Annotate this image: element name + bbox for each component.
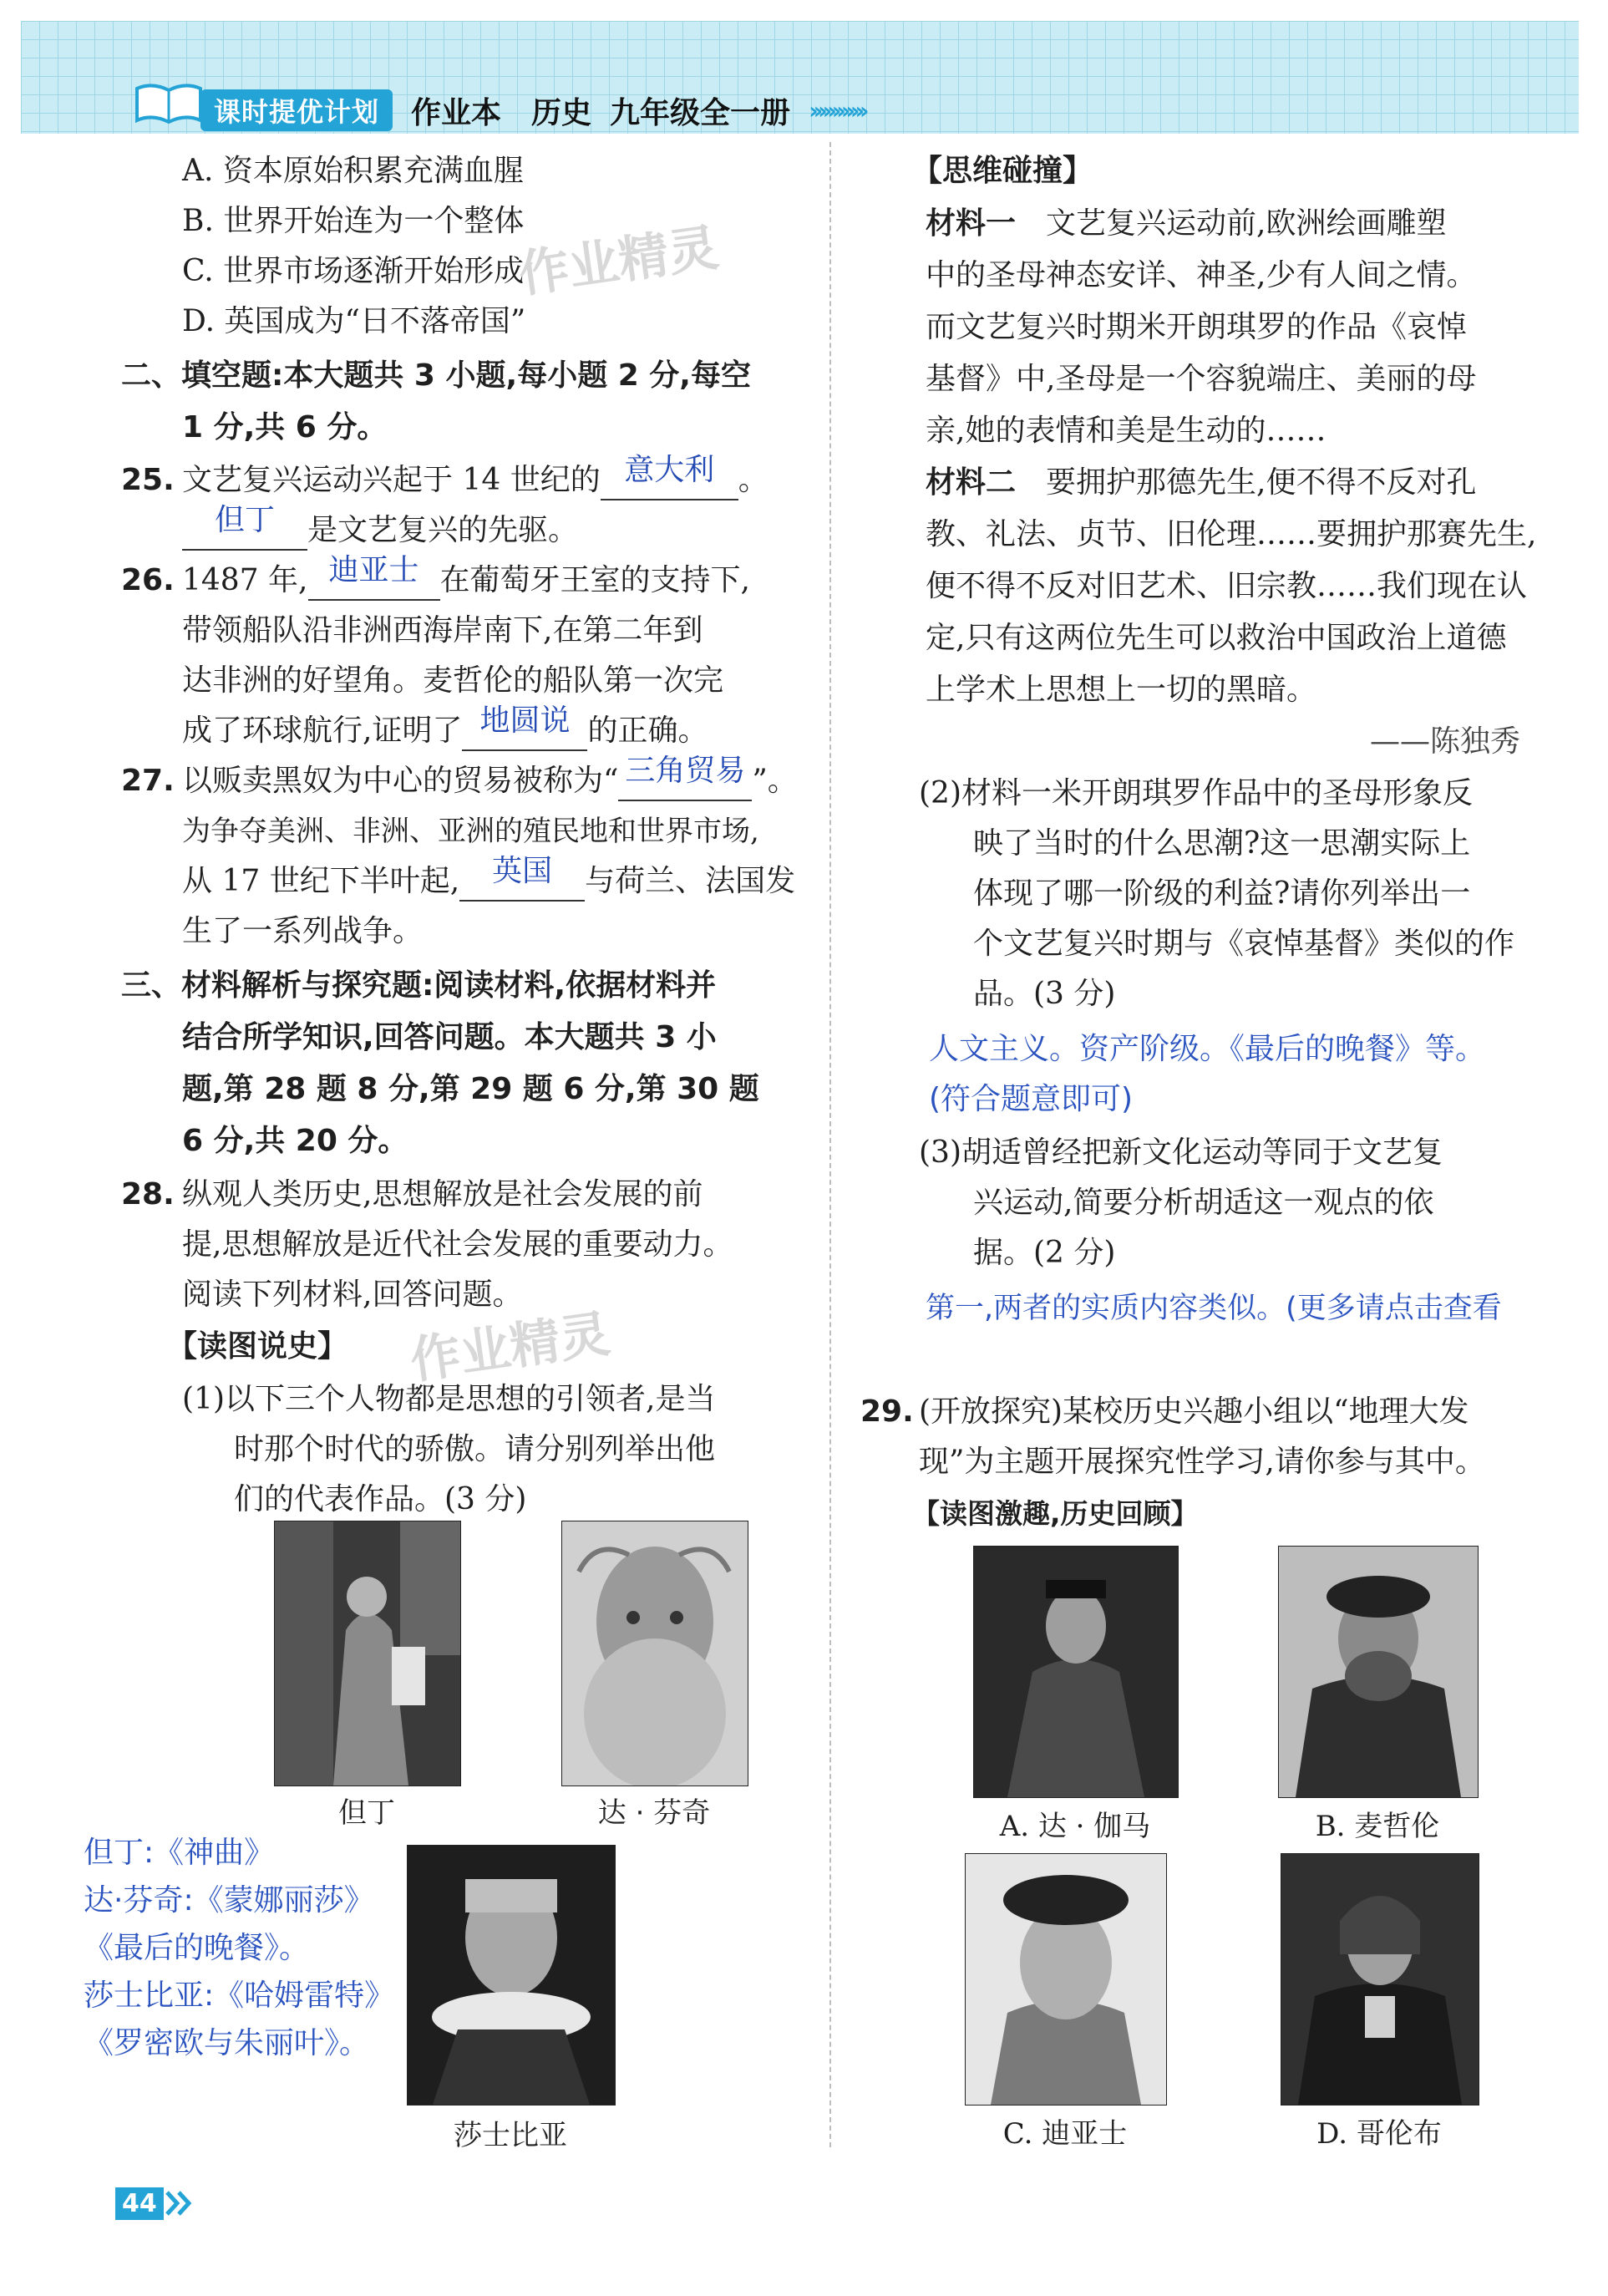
book-label: 作业本 <box>411 95 502 130</box>
q27-text-3: 从 17 世纪下半叶起, <box>182 864 460 898</box>
watermark: 作业精灵 <box>406 1304 614 1391</box>
q28-q1-line3: 们的代表作品。(3 分) <box>234 1482 527 1516</box>
q25-answer: 意大利 <box>624 453 715 487</box>
q26-answer-2: 地圆说 <box>479 704 571 738</box>
question-number: 28. <box>121 1177 175 1211</box>
header-title <box>125 90 865 130</box>
right-subtitle: 【思维碰撞】 <box>912 154 1093 188</box>
q27-answer-2: 英国 <box>492 854 553 888</box>
grade-label: 九年级全一册 <box>610 95 791 130</box>
q28-answer-3: 《最后的晚餐》。 <box>84 1931 310 1965</box>
q27-end: ”。 <box>752 764 798 798</box>
material2-line2: 教、礼法、贞节、旧伦理……要拥护那赛先生, <box>926 517 1537 551</box>
q3-line2: 兴运动,简要分析胡适这一观点的依 <box>973 1186 1434 1220</box>
question-number: 26. <box>121 563 175 597</box>
subject-label: 历史 <box>531 95 592 130</box>
q27-text: 以贩卖黑奴为中心的贸易被称为“ <box>182 764 619 798</box>
question-number: 29. <box>860 1394 914 1429</box>
q25-text: 文艺复兴运动兴起于 14 世纪的 <box>182 463 601 497</box>
material2-label: 材料二 <box>926 465 1017 500</box>
material2-line3: 便不得不反对旧艺术、旧宗教……我们现在认 <box>926 569 1528 603</box>
material2-line5: 上学术上思想上一切的黑暗。 <box>926 673 1317 707</box>
q26-line4 <box>182 706 708 756</box>
columbus-portrait-image <box>1281 1853 1479 2106</box>
option-c: C. 世界市场逐渐开始形成 <box>182 254 525 288</box>
section2-title: 二、填空题:本大题共 3 小题,每小题 2 分,每空 <box>121 358 751 393</box>
q25-line2 <box>182 505 578 556</box>
q27-blank <box>618 754 752 801</box>
chevron-right-icon <box>164 2189 197 2217</box>
material2-line1 <box>926 458 1476 508</box>
material1-line5: 亲,她的表情和美是生动的…… <box>926 414 1326 448</box>
q29-subtitle: 【读图激趣,历史回顾】 <box>912 1497 1199 1530</box>
q3-answer: 第一,两者的实质内容类似。(更多请点击查看 <box>926 1292 1502 1325</box>
q26-end: 在葡萄牙王室的支持下, <box>439 563 750 597</box>
material1-line1 <box>926 199 1446 249</box>
q27-line4: 生了一系列战争。 <box>182 914 424 948</box>
q28-answer-4: 莎士比亚:《哈姆雷特》 <box>84 1979 395 2013</box>
q28-answer-5: 《罗密欧与朱丽叶》。 <box>84 2026 370 2060</box>
page-number <box>115 2182 197 2224</box>
magellan-portrait-image <box>1278 1546 1479 1798</box>
q29-line1: (开放探究)某校历史兴趣小组以“地理大发 <box>919 1394 1469 1429</box>
material2-text: 要拥护那德先生,便不得不反对孔 <box>1046 465 1477 500</box>
caption-da-vinci: 达 · 芬奇 <box>597 1796 711 1830</box>
section3-title-4: 6 分,共 20 分。 <box>182 1124 408 1158</box>
q28-line3: 阅读下列材料,回答问题。 <box>182 1278 523 1312</box>
caption-dias: C. 迪亚士 <box>1002 2117 1128 2151</box>
material1-line2: 中的圣母神态安详、神圣,少有人间之情。 <box>926 258 1477 292</box>
q28-q1-line1: (1)以下三个人物都是思想的引领者,是当 <box>182 1382 716 1416</box>
q2-line1: (2)材料一米开朗琪罗作品中的圣母形象反 <box>919 776 1473 810</box>
q29-line2: 现”为主题开展探究性学习,请你参与其中。 <box>919 1445 1485 1479</box>
brand-label: 课时提优计划 <box>200 89 393 131</box>
q26-line2: 带领船队沿非洲西海岸南下,在第二年到 <box>182 613 703 648</box>
q28-answer-2: 达·芬奇:《蒙娜丽莎》 <box>84 1883 374 1918</box>
dante-portrait-image <box>274 1521 461 1786</box>
q26-line3: 达非洲的好望角。麦哲伦的船队第一次完 <box>182 663 724 698</box>
material1-line3: 而文艺复兴时期米开朗琪罗的作品《哀悼 <box>926 310 1468 344</box>
q26-blank-2 <box>462 704 587 751</box>
q2-answer-2: (符合题意即可) <box>929 1082 1134 1116</box>
section3-title-3: 题,第 28 题 8 分,第 29 题 6 分,第 30 题 <box>182 1072 759 1106</box>
question-number: 25. <box>121 463 175 497</box>
q25-blank-2 <box>182 503 307 551</box>
da-vinci-portrait-image <box>561 1521 748 1786</box>
q26-answer: 迪亚士 <box>328 553 419 587</box>
caption-dante: 但丁 <box>338 1796 395 1830</box>
q27-blank-2 <box>459 854 585 902</box>
chevrons-icon: ›››››››››››› <box>809 96 865 124</box>
section3-title: 三、材料解析与探究题:阅读材料,依据材料并 <box>121 968 717 1003</box>
q2-line3: 体现了哪一阶级的利益?请你列举出一 <box>973 876 1471 911</box>
q26-line1 <box>182 553 750 606</box>
q26-text: 1487 年, <box>182 563 308 597</box>
q25-line1 <box>182 455 768 505</box>
shakespeare-portrait-image <box>407 1845 616 2106</box>
q25-end: 。 <box>738 463 768 497</box>
q3-answer-clip <box>926 1283 1604 1335</box>
caption-magellan: B. 麦哲伦 <box>1315 1810 1440 1843</box>
q2-line2: 映了当时的什么思潮?这一思潮实际上 <box>973 826 1471 861</box>
q2-line4: 个文艺复兴时期与《哀悼基督》类似的作 <box>973 927 1515 961</box>
q3-line1: (3)胡适曾经把新文化运动等同于文艺复 <box>919 1135 1443 1170</box>
q25-answer-2: 但丁 <box>214 503 275 537</box>
q27-line2: 为争夺美洲、非洲、亚洲的殖民地和世界市场, <box>182 815 759 848</box>
q27-answer: 三角贸易 <box>625 754 746 788</box>
caption-da-gama: A. 达 · 伽马 <box>999 1810 1151 1843</box>
q26-blank <box>308 553 440 601</box>
q28-q1-line2: 时那个时代的骄傲。请分别列举出他 <box>234 1432 716 1466</box>
material2-source: ——陈独秀 <box>1370 724 1521 759</box>
q26-text-4: 成了环球航行,证明了 <box>182 714 463 748</box>
q27-line3 <box>182 856 795 907</box>
caption-columbus: D. 哥伦布 <box>1316 2117 1442 2151</box>
material2-line4: 定,只有这两位先生可以救治中国政治上道德 <box>926 621 1507 655</box>
column-divider <box>829 142 831 2147</box>
q26-end-4: 的正确。 <box>587 714 708 748</box>
q25-text-2: 是文艺复兴的先驱。 <box>307 513 579 547</box>
material1-label: 材料一 <box>926 206 1017 241</box>
dias-portrait-image <box>965 1853 1167 2106</box>
q28-subtitle: 【读图说史】 <box>167 1329 348 1364</box>
q27-line1 <box>182 756 798 806</box>
option-a: A. 资本原始积累充满血腥 <box>182 154 524 188</box>
q27-end-3: 与荷兰、法国发 <box>585 864 796 898</box>
q3-line3: 据。(2 分) <box>973 1236 1116 1270</box>
page-number-label: 44 <box>115 2187 164 2220</box>
q28-line2: 提,思想解放是近代社会发展的重要动力。 <box>182 1227 733 1262</box>
section2-title-2: 1 分,共 6 分。 <box>182 410 388 444</box>
option-d: D. 英国成为“日不落帝国” <box>182 304 526 338</box>
q28-line1: 纵观人类历史,思想解放是社会发展的前 <box>182 1177 703 1211</box>
material1-line4: 基督》中,圣母是一个容貌端庄、美丽的母 <box>926 362 1477 396</box>
q25-blank <box>601 453 738 500</box>
da-gama-portrait-image <box>973 1546 1179 1798</box>
q2-answer-1: 人文主义。资产阶级。《最后的晚餐》等。 <box>929 1032 1486 1066</box>
watermark: 作业精灵 <box>515 218 723 305</box>
q2-line5: 品。(3 分) <box>973 977 1116 1011</box>
option-b: B. 世界开始连为一个整体 <box>182 204 525 238</box>
caption-shakespeare: 莎士比亚 <box>454 2119 567 2152</box>
question-number: 27. <box>121 764 175 798</box>
material1-text: 文艺复兴运动前,欧洲绘画雕塑 <box>1046 206 1447 241</box>
section3-title-2: 结合所学知识,回答问题。本大题共 3 小 <box>182 1020 717 1054</box>
q28-answer-1: 但丁:《神曲》 <box>84 1836 275 1870</box>
